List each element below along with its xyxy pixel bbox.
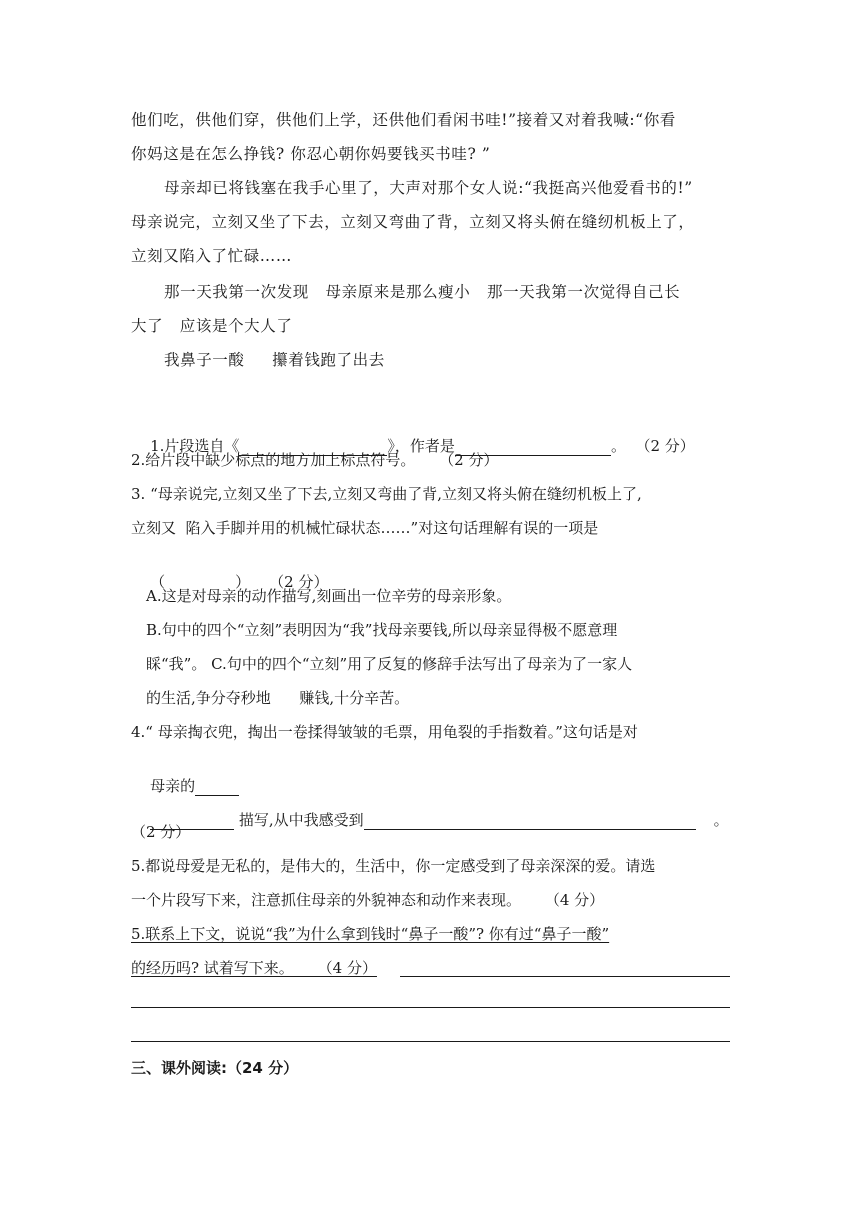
question-1-prefix: 1.片段选自: [150, 437, 225, 455]
option-c-continued: 的生活,争分夺秒地 赚钱,十分辛苦。: [146, 689, 410, 707]
passage-line: 我鼻子一酸 攥着钱跑了出去: [164, 351, 385, 369]
passage-line: 大了 应该是个大人了: [131, 317, 293, 335]
question-5b-line: 的经历吗? 试着写下来。 （4 分）: [131, 959, 377, 977]
answer-line[interactable]: [131, 1041, 730, 1042]
question-4-points: （2 分）: [131, 823, 191, 841]
question-5a-line: 一个片段写下来，注意抓住母亲的外貌神态和动作来表现。 （4 分）: [131, 891, 605, 909]
question-1-author-label: ，作者是: [394, 437, 455, 455]
question-4-line: 4.“ 母亲掏衣兜，掏出一卷揉得皱皱的毛票，用龟裂的手指数着。”这句话是对: [131, 723, 638, 741]
answer-line[interactable]: [400, 976, 730, 977]
bracket-open: （: [150, 573, 166, 591]
question-1-points: 。 （2 分）: [610, 437, 695, 455]
question-4-label: 母亲的: [150, 777, 196, 795]
question-3-points: ） （2 分）: [235, 573, 329, 591]
answer-line[interactable]: [131, 1007, 730, 1008]
option-b: B.句中的四个“立刻”表明因为“我”找母亲要钱,所以母亲显得极不愿意理: [146, 621, 618, 639]
question-5b-line: 5.联系上下文，说说“我”为什么拿到钱时“鼻子一酸”? 你有过“鼻子一酸”: [131, 925, 610, 943]
question-4-feeling-label: 描写,从中我感受到: [234, 811, 364, 829]
option-a: A.这是对母亲的动作描写,刻画出一位辛劳的母亲形象。: [146, 587, 512, 605]
passage-line: 你妈这是在怎么挣钱? 你忍心朝你妈要钱买书哇? ”: [131, 145, 491, 163]
question-3-line: 3. “母亲说完,立刻又坐了下去,立刻又弯曲了背,立刻又将头俯在缝纫机板上了,: [131, 485, 642, 503]
question-4-period: 。: [713, 811, 729, 829]
question-5a-line: 5.都说母爱是无私的，是伟大的，生活中，你一定感受到了母亲深深的爱。请选: [131, 857, 656, 875]
book-title-open: 《: [224, 437, 240, 455]
question-2: 2.给片段中缺少标点的地方加上标点符号。 （2 分）: [131, 451, 499, 469]
question-3-line: 立刻又 陷入手脚并用的机械忙碌状态……”对这句话理解有误的一项是: [131, 519, 599, 537]
option-c: 睬“我”。 C.句中的四个“立刻”用了反复的修辞手法写出了母亲为了一家人: [146, 655, 633, 673]
passage-line: 母亲说完，立刻又坐了下去，立刻又弯曲了背，立刻又将头俯在缝纫机板上了，: [131, 213, 695, 231]
passage-line: 他们吃，供他们穿，供他们上学，还供他们看闲书哇!”接着又对着我喊:“你看: [131, 111, 676, 129]
feeling-blank[interactable]: [364, 813, 696, 830]
section-heading: 三、课外阅读:（24 分）: [131, 1059, 299, 1077]
passage-line: 母亲却已将钱塞在我手心里了，大声对那个女人说:“我挺高兴他爱看书的!”: [164, 179, 693, 197]
question-4-line: [131, 790, 729, 850]
passage-line: 立刻又陷入了忙碌……: [131, 247, 293, 265]
book-title-close: 》: [387, 437, 395, 455]
passage-line: 那一天我第一次发现 母亲原来是那么瘦小 那一天我第一次觉得自己长: [164, 283, 681, 301]
